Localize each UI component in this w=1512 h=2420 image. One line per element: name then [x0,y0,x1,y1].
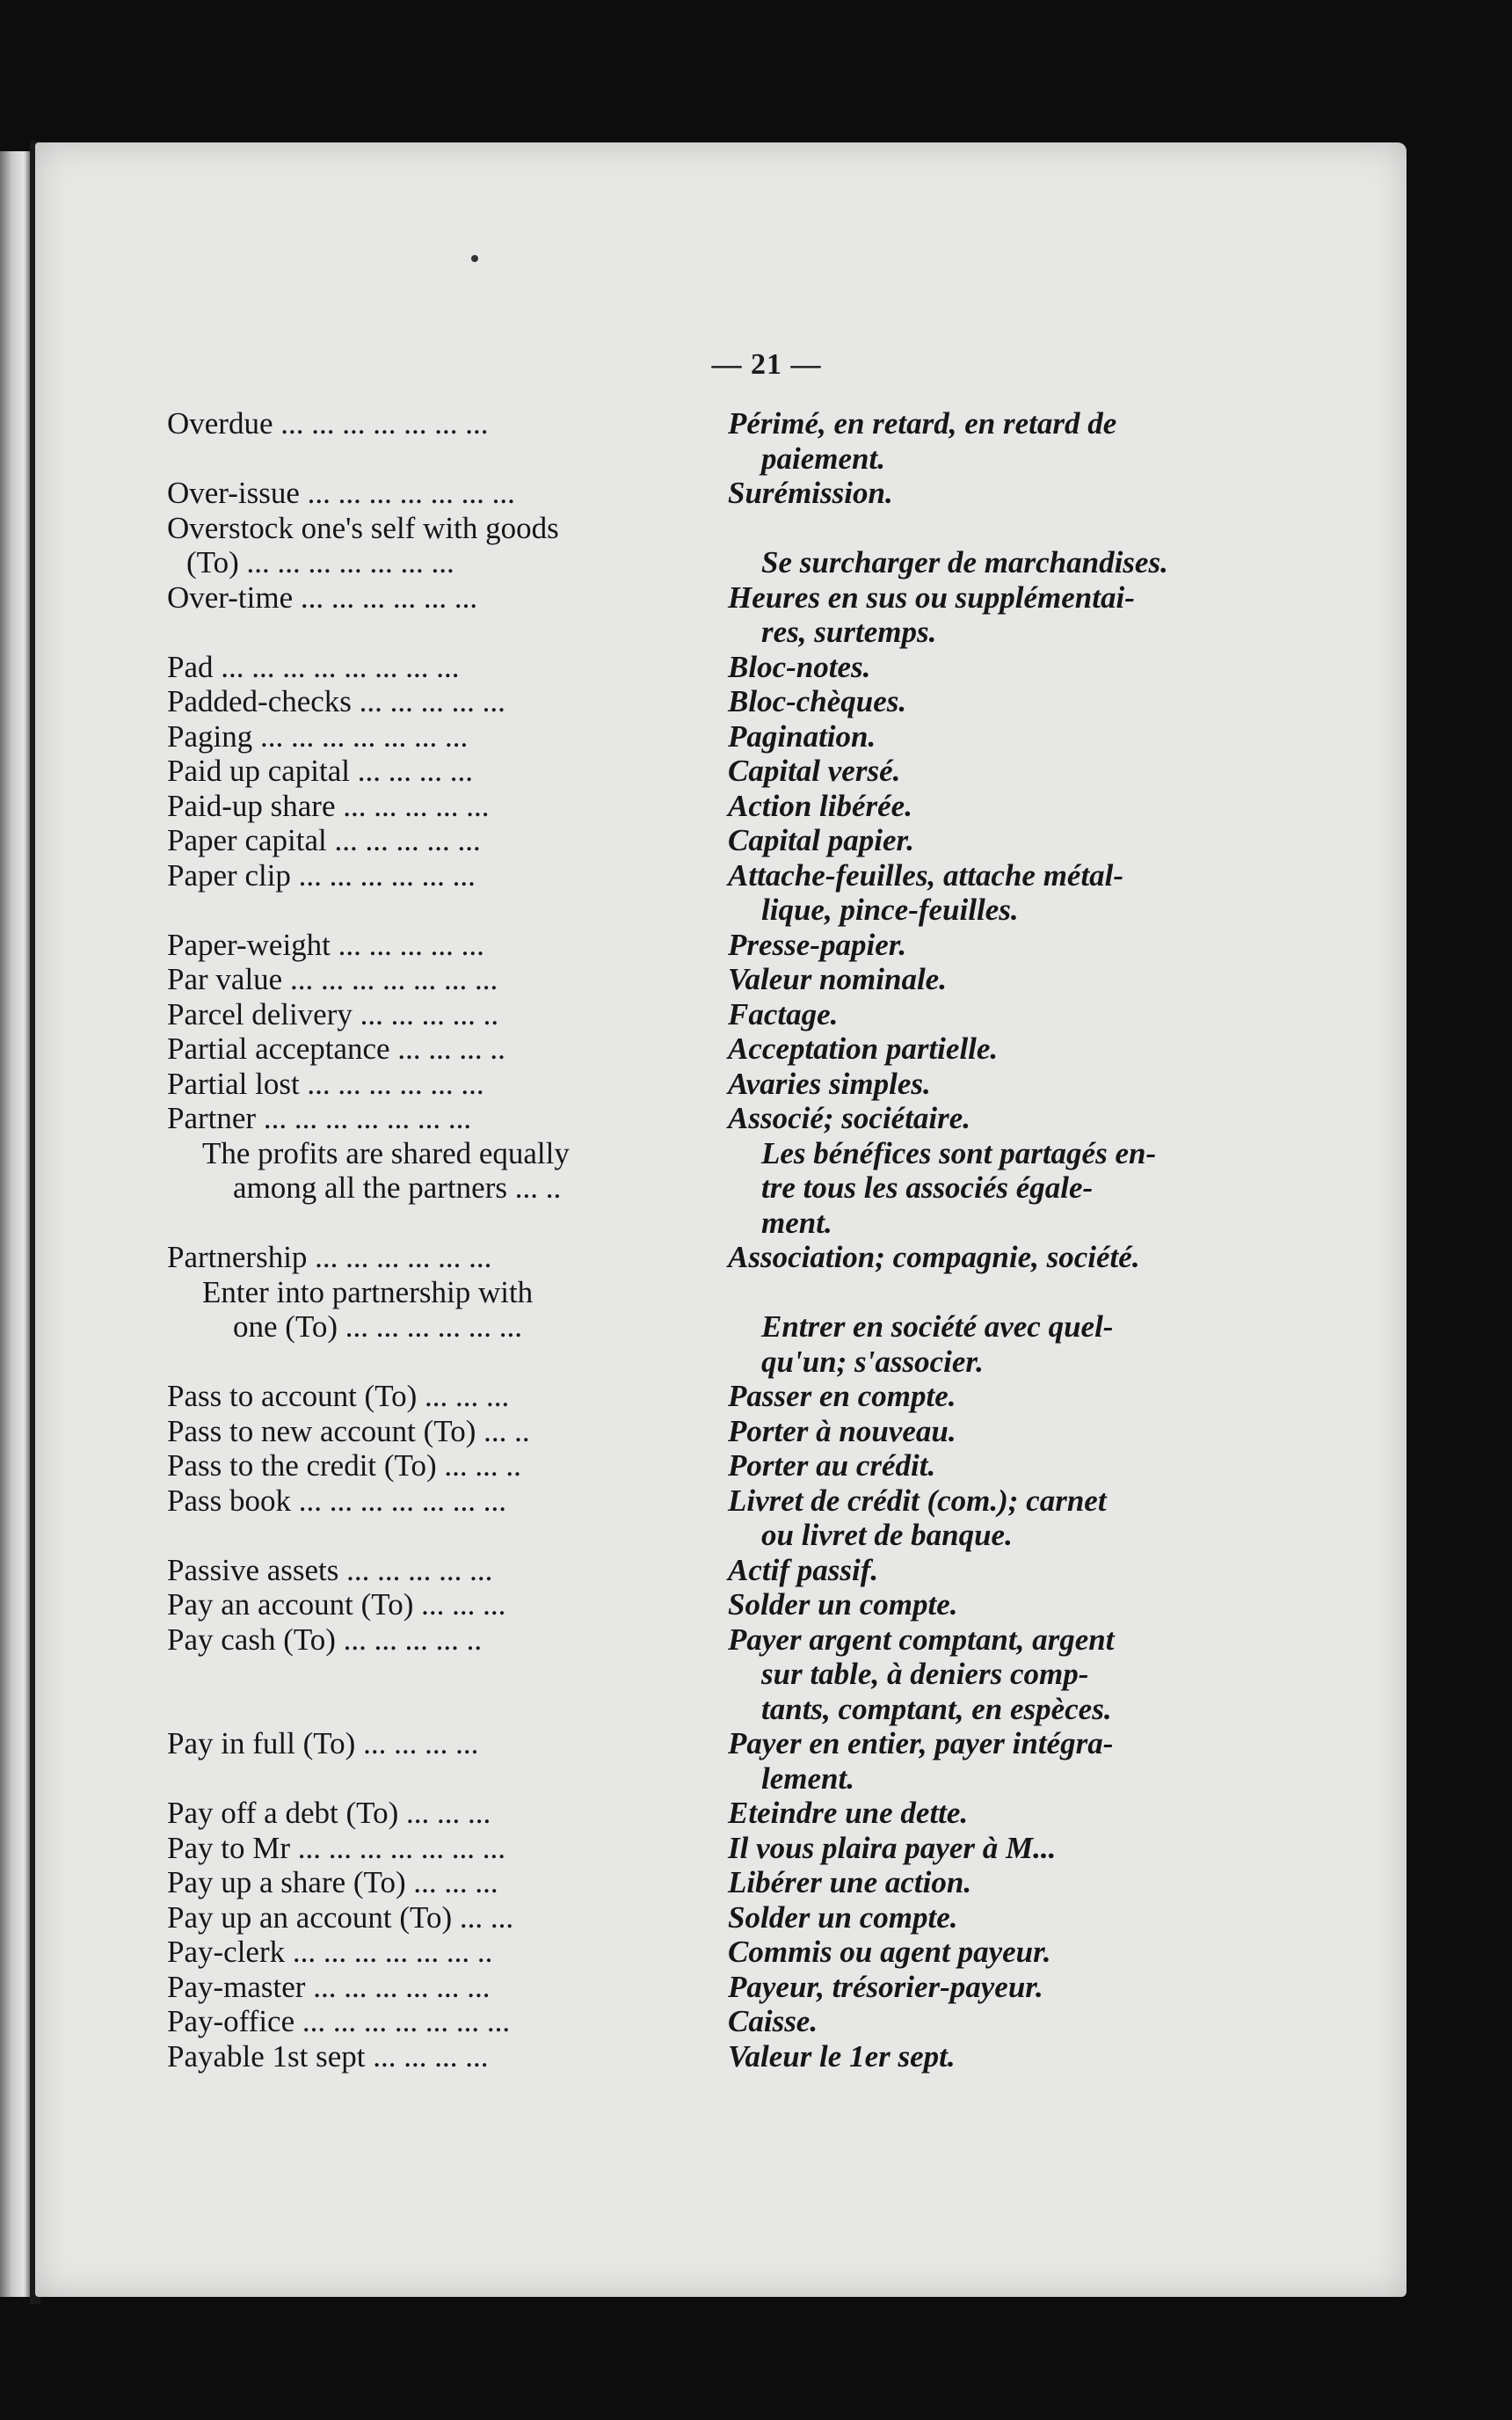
entry-translation [728,1136,1220,1241]
translation-line: Bloc-chèques. [728,684,907,718]
entry-term [167,1448,686,1483]
entry-translation [728,2004,1220,2039]
glossary-entry [167,511,1257,580]
glossary-entry [167,1240,1257,1275]
translation-line: Entrer en société avec quel- [761,1309,1114,1344]
term-line: Pay cash (To) ... ... ... ... .. [167,1622,483,1657]
glossary-entry [167,719,1257,754]
book-page [35,142,1407,2297]
translation-line: Solder un compte. [728,1587,958,1622]
entry-translation [728,1101,1220,1136]
facing-page-edge [0,151,30,2297]
translation-line: Porter au crédit. [728,1448,936,1483]
term-line: Over-issue ... ... ... ... ... ... ... [167,476,515,510]
glossary-entry [167,1031,1257,1067]
term-line: Pay an account (To) ... ... ... [167,1587,506,1622]
term-line: Enter into partnership with [202,1274,534,1309]
glossary-entry [167,1587,1257,1622]
term-line: Partner ... ... ... ... ... ... ... [167,1101,472,1135]
translation-line: Capital versé. [728,754,901,788]
term-line: Paper capital ... ... ... ... ... [167,823,481,857]
term-line: Paid up capital ... ... ... ... [167,754,474,788]
translation-line [728,511,1220,546]
translation-line: tants, comptant, en espèces. [761,1691,1112,1726]
glossary-entry [167,823,1257,858]
term-line: Padded-checks ... ... ... ... ... [167,684,505,718]
translation-line: Factage. [728,996,839,1031]
entry-translation [728,928,1220,963]
entry-translation [728,1448,1220,1483]
entry-translation [728,1796,1220,1831]
term-line: Pass to new account (To) ... .. [167,1413,530,1448]
entry-term [167,719,686,754]
glossary-entry [167,1379,1257,1414]
translation-line: Passer en compte. [728,1379,956,1413]
glossary-entry [167,1067,1257,1102]
term-line: Partial lost ... ... ... ... ... ... [167,1066,484,1101]
glossary-entries [167,406,1257,2074]
entry-term [167,1379,686,1414]
translation-line: res, surtemps. [761,615,937,649]
entry-translation [728,719,1220,754]
translation-line [728,1275,1220,1310]
term-line: Pay off a debt (To) ... ... ... [167,1796,491,1830]
entry-term [167,962,686,997]
term-line: Pass book ... ... ... ... ... ... ... [167,1483,506,1518]
glossary-entry [167,789,1257,824]
glossary-entry [167,406,1257,476]
entry-term [167,997,686,1032]
glossary-entry [167,997,1257,1032]
translation-line: Avaries simples. [728,1066,931,1101]
glossary-entry [167,1101,1257,1136]
glossary-entry [167,2039,1257,2074]
glossary-entry [167,1622,1257,1727]
entry-term [167,1483,686,1553]
entry-term [167,754,686,789]
translation-line: Pagination. [728,718,876,754]
entry-translation [728,1865,1220,1900]
entry-term [167,1970,686,2005]
entry-term [167,580,686,650]
entry-term [167,1414,686,1449]
translation-line: ment. [761,1205,832,1240]
glossary-entry [167,1414,1257,1449]
translation-line: Valeur le 1er sept. [728,2038,956,2074]
entry-translation [728,1935,1220,1970]
entry-translation [728,1726,1220,1796]
term-line: Parcel delivery ... ... ... ... .. [167,996,499,1031]
glossary-entry [167,2004,1257,2039]
entry-term [167,684,686,719]
entry-term [167,476,686,511]
entry-translation [728,1031,1220,1067]
glossary-entry [167,1553,1257,1588]
entry-term [167,1136,686,1241]
translation-line: tre tous les associés égale- [761,1170,1094,1205]
term-line: Overstock one's self with goods [167,510,559,545]
translation-line: Solder un compte. [728,1899,958,1935]
entry-term [167,1796,686,1831]
entry-term [167,1900,686,1935]
translation-line: ou livret de banque. [761,1518,1013,1552]
entry-term [167,858,686,928]
glossary-entry [167,1483,1257,1553]
translation-line: Payer argent comptant, argent [728,1622,1115,1657]
entry-translation [728,1622,1220,1727]
glossary-entry [167,928,1257,963]
term-line: Pay to Mr ... ... ... ... ... ... ... [167,1830,505,1865]
translation-line: paiement. [761,441,885,476]
term-line: among all the partners ... .. [233,1170,562,1205]
glossary-entry [167,1726,1257,1796]
term-line: Paper-weight ... ... ... ... ... [167,927,484,962]
glossary-entry [167,580,1257,650]
entry-term [167,1275,686,1380]
translation-line: Heures en sus ou supplémentai- [728,579,1135,615]
glossary-entry [167,858,1257,928]
entry-translation [728,1553,1220,1588]
entry-translation [728,1240,1220,1275]
translation-line: sur table, à deniers comp- [761,1657,1089,1691]
translation-line: Eteindre une dette. [728,1796,969,1830]
translation-line: Payer en entier, payer intégra- [728,1726,1114,1760]
entry-term [167,1101,686,1136]
glossary-entry [167,1970,1257,2005]
translation-line: Acceptation partielle. [728,1031,999,1066]
entry-term [167,1622,686,1727]
entry-term [167,789,686,824]
term-line: Pay in full (To) ... ... ... ... [167,1726,479,1760]
translation-line: Associé; sociétaire. [728,1101,971,1135]
entry-translation [728,684,1220,719]
translation-line: Surémission. [728,476,893,510]
glossary-entry [167,650,1257,685]
page-number: — 21 — [711,348,822,381]
term-line: Par value ... ... ... ... ... ... ... [167,962,498,996]
translation-line: Caisse. [728,2004,818,2038]
term-line: (To) ... ... ... ... ... ... ... [186,545,454,579]
translation-line: Association; compagnie, société. [728,1240,1140,1274]
term-line: Partnership ... ... ... ... ... ... [167,1240,492,1274]
term-line: Pay-office ... ... ... ... ... ... ... [167,2004,511,2038]
entry-translation [728,1587,1220,1622]
entry-translation [728,789,1220,824]
glossary-entry [167,1448,1257,1483]
translation-line: Actif passif. [728,1552,879,1587]
translation-line: Payeur, trésorier-payeur. [728,1969,1043,2004]
term-line: The profits are shared equally [202,1135,570,1170]
entry-translation [728,650,1220,685]
entry-translation [728,754,1220,789]
glossary-entry [167,1865,1257,1900]
entry-term [167,650,686,685]
entry-term [167,1240,686,1275]
glossary-entry [167,1935,1257,1970]
entry-translation [728,1483,1220,1553]
entry-term [167,928,686,963]
entry-translation [728,580,1220,650]
translation-line: Commis ou agent payeur. [728,1935,1051,1969]
entry-translation [728,962,1220,997]
translation-line: Les bénéfices sont partagés en- [761,1135,1157,1170]
entry-translation [728,1067,1220,1102]
entry-term [167,2039,686,2074]
term-line: Paper clip ... ... ... ... ... ... [167,857,476,893]
translation-line: Périmé, en retard, en retard de [728,406,1117,441]
translation-line: lement. [761,1760,854,1796]
entry-term [167,1865,686,1900]
entry-translation [728,406,1220,476]
translation-line: Bloc-notes. [728,649,871,684]
entry-term [167,2004,686,2039]
translation-line: qu'un; s'associer. [761,1344,984,1379]
entry-translation [728,1275,1220,1380]
entry-term [167,1067,686,1102]
translation-line: Porter à nouveau. [728,1413,956,1448]
glossary-entry [167,962,1257,997]
term-line: Over-time ... ... ... ... ... ... [167,579,478,615]
term-line: Paid-up share ... ... ... ... ... [167,788,490,823]
entry-term [167,1031,686,1067]
term-line: Partial acceptance ... ... ... .. [167,1031,505,1066]
entry-term [167,1935,686,1970]
glossary-entry [167,1275,1257,1380]
term-line: Passive assets ... ... ... ... ... [167,1552,493,1587]
entry-term [167,406,686,476]
glossary-entry [167,1136,1257,1241]
translation-line: Attache-feuilles, attache métal- [728,857,1124,893]
term-line: Pass to account (To) ... ... ... [167,1379,510,1413]
entry-translation [728,1900,1220,1935]
translation-line: Se surcharger de marchandises. [761,545,1168,579]
entry-translation [728,858,1220,928]
translation-line: Il vous plaira payer à M... [728,1830,1057,1865]
entry-translation [728,1831,1220,1866]
term-line: Pad ... ... ... ... ... ... ... ... [167,649,460,684]
term-line: Pay up an account (To) ... ... [167,1899,514,1935]
term-line: Pay-clerk ... ... ... ... ... ... .. [167,1935,493,1969]
entry-term [167,1726,686,1796]
translation-line: Action libérée. [728,788,912,823]
entry-translation [728,476,1220,511]
entry-translation [728,823,1220,858]
translation-line: Libérer une action. [728,1865,972,1899]
entry-translation [728,1414,1220,1449]
entry-translation [728,997,1220,1032]
term-line: Pass to the credit (To) ... ... .. [167,1448,521,1483]
translation-line: lique, pince-feuilles. [761,893,1019,927]
entry-term [167,1587,686,1622]
entry-term [167,1553,686,1588]
term-line: Pay-master ... ... ... ... ... ... [167,1969,491,2004]
entry-term [167,823,686,858]
translation-line: Capital papier. [728,823,914,857]
translation-line: Valeur nominale. [728,962,947,996]
entry-term [167,511,686,580]
term-line: Overdue ... ... ... ... ... ... ... [167,406,489,441]
glossary-entry [167,1831,1257,1866]
translation-line: Livret de crédit (com.); carnet [728,1483,1107,1518]
glossary-entry [167,476,1257,511]
dust-speck [471,255,478,262]
entry-translation [728,1970,1220,2005]
entry-translation [728,511,1220,580]
term-line: Paging ... ... ... ... ... ... ... [167,718,469,754]
term-line: one (To) ... ... ... ... ... ... [233,1309,523,1344]
glossary-entry [167,684,1257,719]
term-line: Payable 1st sept ... ... ... ... [167,2038,489,2074]
translation-line: Presse-papier. [728,927,907,962]
term-line: Pay up a share (To) ... ... ... [167,1865,498,1899]
glossary-entry [167,1900,1257,1935]
entry-term [167,1831,686,1866]
glossary-entry [167,754,1257,789]
glossary-entry [167,1796,1257,1831]
entry-translation [728,1379,1220,1414]
entry-translation [728,2039,1220,2074]
